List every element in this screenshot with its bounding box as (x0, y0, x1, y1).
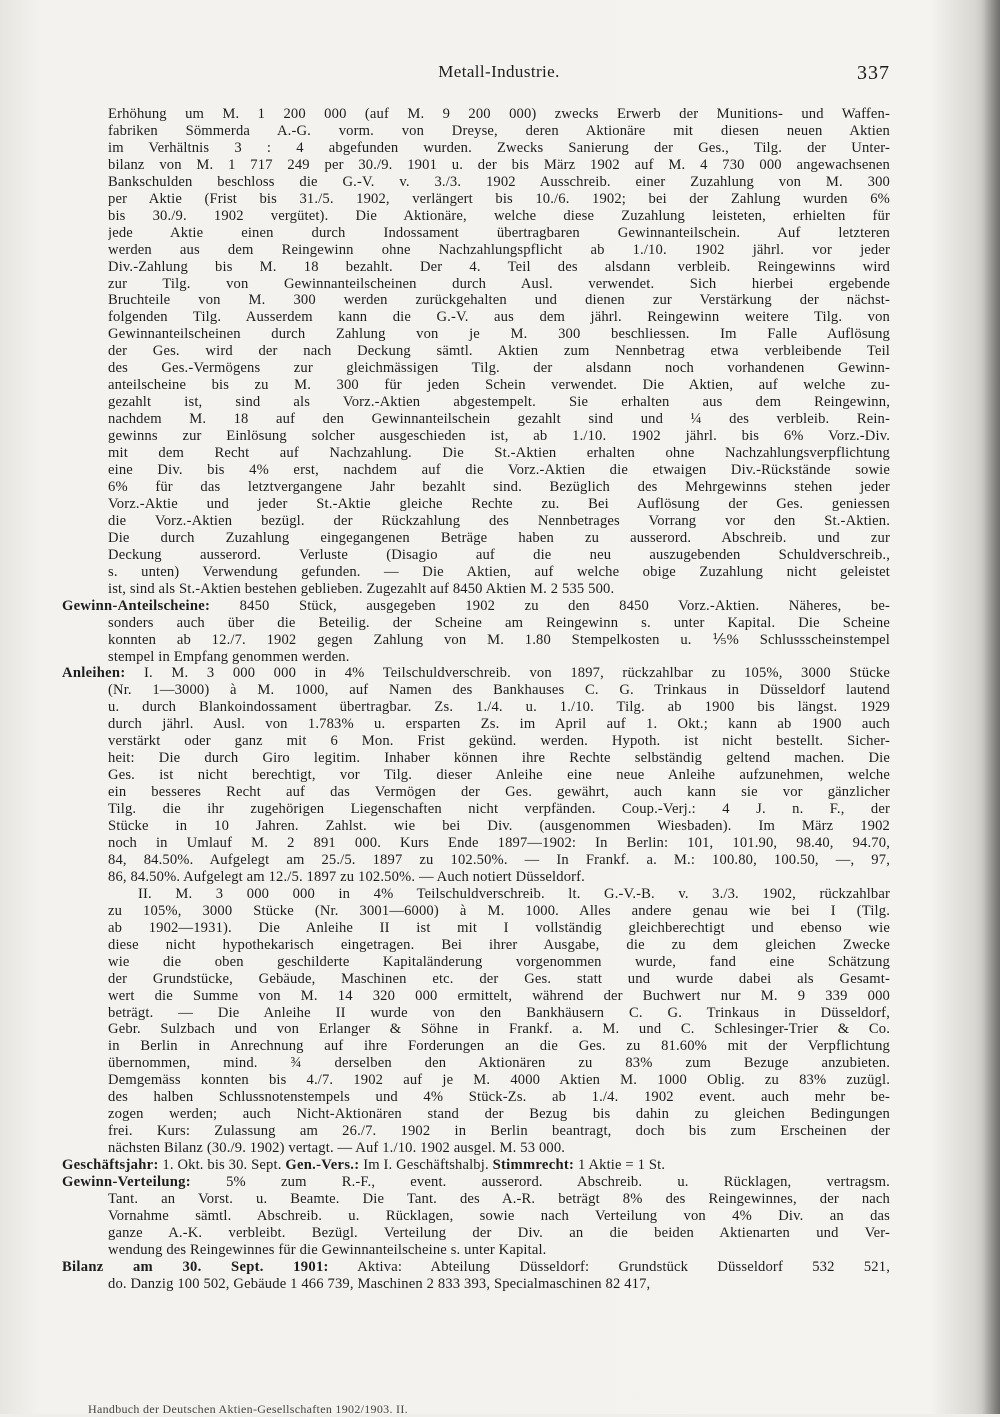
gewinnanteilscheine-text: 8450 Stück, ausgegeben 1902 zu den 8450 Vorz.-Aktien. Näheres, be- (210, 597, 890, 614)
intro-line: im Verhältnis 3 : 4 abgefunden wurden. Zwecks Sanierung der Ges., Tilg. der Unter- (108, 139, 890, 156)
intro-line: Vorz.-Aktie und jeder St.-Aktie gleiche Rechte zu. Bei Auflösung der Ges. geniessen (108, 495, 890, 512)
gewinnanteilscheine-heading: Gewinn-Anteilscheine: (62, 597, 211, 614)
intro-line: die Vorz.-Aktien bezügl. der Rückzahlung des Nennbetrages Vorrang vor den St.-Aktien. (108, 512, 890, 529)
gewinnanteilscheine-line: konnten ab 12./7. 1902 gegen Zahlung von M. 1.80 Stempelkosten u. ⅕% Schlussscheinstempel (108, 631, 890, 648)
anleihen-line: verstärkt oder ganz mit 6 Mon. Frist gekünd. werden. Hypoth. ist nicht bestellt. Sicher- (108, 733, 890, 750)
geschaeftsjahr-line (62, 1157, 890, 1174)
gewinnanteilscheine-line (62, 598, 890, 615)
intro-line: bis 30./9. 1902 vergütet). Die Aktionäre, welche diese Zuzahlung leisteten, erhielten für (108, 207, 890, 224)
anleihen-heading: Anleihen: (62, 665, 126, 682)
geschaeftsjahr-text: 1. Okt. bis 30. Sept. (158, 1157, 286, 1174)
gewinnverteilung-line: ganze A.-K. verbleibt. Bezügl. Verteilung der Div. an die beiden Aktienarten und Ver- (108, 1224, 890, 1241)
running-head: Metall-Industrie. (438, 62, 560, 81)
intro-line: nachdem M. 18 auf den Gewinnanteilschein gezahlt sind und ¼ des verbleib. Rein- (108, 411, 890, 428)
intro-line: Deckung ausserord. Verluste (Disagio auf die neu auszugebenden Schuldverschreib., (108, 546, 890, 563)
anleihen-line: Tilg. die ihr zugehörigen Liegenschaften nicht verpfänden. Coup.-Verj.: 4 J. n. F., der (108, 801, 890, 818)
anleihen-line: 86, 84.50%. Aufgelegt am 12./5. 1897 zu 102.50%. — Auch notiert Düsseldorf. (108, 868, 585, 885)
anleihen-line: (Nr. 1—3000) à M. 1000, auf Namen des Bankhauses C. G. Trinkaus in Düsseldorf lautend (108, 682, 890, 699)
anleihen-line: heit: Die durch Giro legitim. Inhaber können ihre Rechte selbständig geltend machen. Die (108, 750, 890, 767)
page-header (108, 62, 890, 88)
anleihen-line: ab 1902—1931). Die Anleihe II ist mit I vollständig gleichberechtigt und ebenso wie (108, 919, 890, 936)
page-edge-shadow (982, 0, 1000, 1414)
anleihen-line: Demgemäss konnten bis 4./7. 1902 auf je M. 4000 Aktien M. 1000 Oblig. zu 83% zuzügl. (108, 1072, 890, 1089)
intro-line: zur Tilg. von Gewinnanteilscheinen durch Ausl. verwendet. Sich hierbei ergebende (108, 275, 890, 292)
anleihen-line: Ges. ist nicht berechtigt, vor Tilg. dieser Anleihe eine neue Anleihe aufzunehmen, welche (108, 767, 890, 784)
intro-line: fabriken Sömmerda A.-G. vorm. von Dreyse, deren Aktionäre mit diesen neuen Aktien (108, 122, 890, 139)
intro-line: anteilscheine bis zu M. 300 für jeden Schein verwendet. Die Aktien, auf welche zu- (108, 377, 890, 394)
anleihen-line: II. M. 3 000 000 in 4% Teilschuldverschreib. lt. G.-V.-B. v. 3./3. 1902, rückzahlbar (138, 885, 890, 902)
gewinnverteilung-line: wendung des Reingewinnes für die Gewinnanteilscheine s. unter Kapital. (108, 1241, 547, 1258)
intro-line: der Ges. wird der nach Deckung sämtl. Aktien zum Nennbetrag etwa verbleibende Teil (108, 343, 890, 360)
intro-line: Div.-Zahlung bis M. 18 bezahlt. Der 4. Teil des alsdann verbleib. Reingewinns wird (108, 258, 890, 275)
anleihen-line: zu 105%, 3000 Stücke (Nr. 3001—6000) à M. 1000. Alles andere genau wie bei I (Tilg. (108, 902, 890, 919)
bilanz-section (62, 1259, 890, 1293)
anleihen-line: Gebr. Sulzbach und von Erlanger & Söhne in Frankf. a. M. und C. Schlesinger-Trier & Co. (108, 1021, 890, 1038)
intro-line: Gewinnanteilscheinen durch Zahlung von je M. 300 beschliessen. Im Falle Auflösung (108, 326, 890, 343)
gewinnanteilscheine-section (62, 598, 890, 666)
geschaeftsjahr-heading: Geschäftsjahr: (62, 1157, 159, 1174)
anleihen-line: noch in Umlauf M. 2 891 000. Kurs Ende 1897—1902: In Berlin: 101, 101.90, 98.40, 94.70, (108, 834, 890, 851)
intro-line: Bankschulden beschloss die G.-V. v. 3./3. 1902 Ausschreib. einer Zuzahlung von M. 300 (108, 173, 890, 190)
anleihen-line: beträgt. — Die Anleihe II wurde von den Bankhäusern C. G. Trinkaus in Düsseldorf, (108, 1004, 890, 1021)
bilanz-line (62, 1259, 890, 1276)
anleihen-line: 84, 84.50%. Aufgelegt am 25./5. 1897 zu 102.50%. — In Frankf. a. M.: 100.80, 100.50, —, 97, (108, 851, 890, 868)
gewinnverteilung-line: Tant. an Vorst. u. Beamte. Die Tant. des A.-R. beträgt 8% des Reingewinnes, der nach (108, 1191, 890, 1207)
page-body (62, 106, 890, 1293)
gewinnverteilung-line: Vornahme sämtl. Abschreib. u. Rücklagen, sowie nach Verteilung von 4% Div. an das (108, 1207, 890, 1224)
intro-paragraph (62, 106, 890, 598)
anleihen-line: der Grundstücke, Gebäude, Maschinen etc. der Ges. statt und wurde dabei als Gesamt- (108, 970, 890, 987)
gewinnanteilscheine-line: stempel in Empfang genommen werden. (108, 648, 350, 665)
intro-line: des Ges.-Vermögens zur gleichmässigen Tilg. der alsdann noch vorhandenen Gewinn- (108, 360, 890, 377)
intro-line: bilanz von M. 1 717 249 per 30./9. 1901 u. der bis März 1902 auf M. 4 730 000 angewachsenen (108, 156, 890, 173)
intro-line: s. unten) Verwendung gefunden. — Die Aktien, auf welche obige Zuzahlung nicht geleistet (108, 563, 890, 580)
intro-line: mit dem Recht auf Nachzahlung. Die St.-Aktien erhalten ohne Nachzahlungsverpflichtung (108, 445, 890, 462)
anleihen-line: ein besseres Recht auf das Vermögen der Ges. gewährt, auch kann sie vor gänzlicher (108, 784, 890, 801)
anleihen-line: in Berlin in Anrechnung auf ihre Forderungen an die Ges. zu 81.60% mit der Verpflichtung (108, 1038, 890, 1055)
page-footer: Handbuch der Deutschen Aktien-Gesellschaften 1902/1903. II. (88, 1402, 408, 1416)
intro-line: per Aktie (Frist bis 31./5. 1902, verlängert bis 10./6. 1902; bei der Zahlung wurden 6% (108, 190, 890, 207)
intro-line: 6% für das letztvergangene Jahr bezahlt sind. Bezüglich des Mehrgewinns stehen jeder (108, 478, 890, 495)
intro-line: gewinns zur Einlösung solcher ausgeschieden ist, ab 1./10. 1902 jährl. bis 6% Vorz.-Div. (108, 428, 890, 445)
anleihen-line: zogen werden; auch Nicht-Aktionären stand der Bezug bis dahin zu gleichen Bedingungen (108, 1106, 890, 1123)
anleihen-line: des halben Schlussnotenstempels und 4% Stück-Zs. ab 1./4. 1902 event. auch mehr be- (108, 1089, 890, 1106)
intro-line: jede Aktie einen durch Indossament übertragbaren Gewinnanteilschein. Auf letzteren (108, 224, 890, 241)
anleihe-ii-paragraph (62, 886, 890, 1157)
stimmrecht-text: 1 Aktie = 1 St. (574, 1157, 666, 1174)
intro-line: Erhöhung um M. 1 200 000 (auf M. 9 200 000) zwecks Erwerb der Munitions- und Waffen- (108, 106, 890, 122)
page-number: 337 (857, 62, 890, 84)
intro-line: werden aus dem Reingewinn ohne Nachzahlungspflicht ab 1./10. 1902 jährl. vor jeder (108, 241, 890, 258)
anleihen-line: frei. Kurs: Zulassung am 26./7. 1902 in Berlin beantragt, doch bis zum Erscheinen der (108, 1123, 890, 1140)
gewinnverteilung-line (62, 1174, 890, 1191)
anleihen-section (62, 665, 890, 885)
anleihen-line: übernommen, mind. ¾ derselben den Aktionären zu 83% zum Bezuge anzubieten. (108, 1055, 890, 1072)
anleihen-line: Stücke in 10 Jahren. Zahlst. wie bei Div. (ausgenommen Wiesbaden). Im März 1902 (108, 818, 890, 835)
bilanz-line: do. Danzig 100 502, Gebäude 1 466 739, Maschinen 2 833 393, Specialmaschinen 82 417, (108, 1275, 651, 1292)
gewinnanteilscheine-line: sonders auch über die Beteilig. der Scheine am Reingewinn s. unter Kapital. Die Scheine (108, 614, 890, 631)
stimmrecht-heading: Stimmrecht: (492, 1157, 575, 1174)
anleihen-line: u. durch Blankoindossament übertragbar. Zs. 1./4. u. 1./10. Tilg. ab 1900 bis längst. 1929 (108, 699, 890, 716)
anleihen-line: wie die oben geschilderte Kapitaländerung vorgenommen wurde, fand eine Schätzung (108, 953, 890, 970)
gen-vers-text: Im I. Geschäftshalbj. (359, 1157, 493, 1174)
intro-line: gezahlt ist, sind als Vorz.-Aktien abgestempelt. Sie erhalten aus dem Reingewinn, (108, 394, 890, 411)
anleihen-line: durch jährl. Ausl. von 1.783% u. ersparten Zs. im April auf 1. Okt.; kann ab 1900 auch (108, 716, 890, 733)
intro-line: folgenden Tilg. Ausserdem kann die G.-V. aus dem jährl. Reingewinn weitere Tilg. von (108, 309, 890, 326)
anleihen-line: wert die Summe von M. 14 320 000 ermittelt, während der Buchwert nur M. 9 339 000 (108, 987, 890, 1004)
anleihen-line (62, 665, 890, 682)
anleihen-text: I. M. 3 000 000 in 4% Teilschuldverschreib. von 1897, rückzahlbar zu 105%, 3000 Stücke (125, 665, 890, 682)
intro-line: ist, sind als St.-Aktien bestehen geblieben. Zugezahlt auf 8450 Aktien M. 2 535 500. (108, 580, 615, 597)
intro-line: Bruchteile von M. 300 werden zurückgehalten und dienen zur Verstärkung der nächst- (108, 292, 890, 309)
anleihen-line: nächsten Bilanz (30./9. 1902) vertagt. — Auf 1./10. 1902 ausgel. M. 53 000. (108, 1140, 566, 1157)
intro-line: Die durch Zuzahlung eingegangenen Beträge haben zu ausserord. Abschreib. und zur (108, 529, 890, 546)
gewinnverteilung-section (62, 1174, 890, 1259)
gewinnverteilung-heading: Gewinn-Verteilung: (62, 1174, 191, 1191)
gewinnverteilung-text: 5% zum R.-F., event. ausserord. Abschreib. u. Rücklagen, vertragsm. (190, 1174, 890, 1191)
bilanz-text: Aktiva: Abteilung Düsseldorf: Grundstück Düsseldorf 532 521, (328, 1258, 890, 1275)
gen-vers-heading: Gen.-Vers.: (285, 1157, 360, 1174)
anleihen-line: diese nicht hypothekarisch eingetragen. Bei ihrer Ausgabe, die zu dem gleichen Zwecke (108, 936, 890, 953)
bilanz-heading: Bilanz am 30. Sept. 1901: (62, 1258, 329, 1275)
intro-line: eine Div. bis 4% erst, nachdem auf die Vorz.-Aktien die etwaigen Div.-Rückstände sowie (108, 462, 890, 479)
